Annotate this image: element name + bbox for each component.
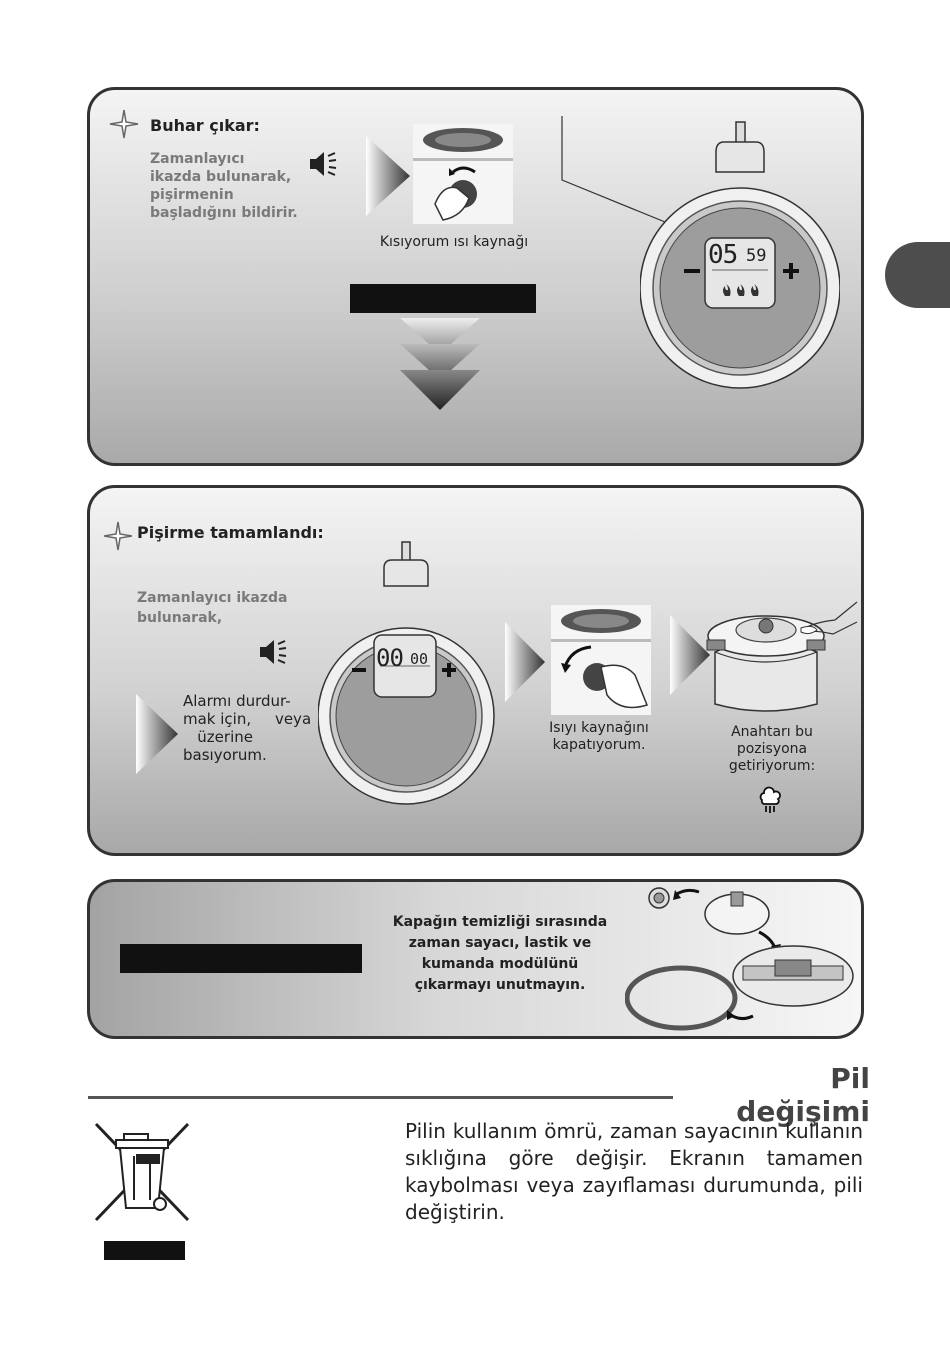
key-position-caption: Anahtarı bu pozisyona getiriyorum: xyxy=(728,724,816,774)
timer-device xyxy=(640,118,840,424)
speaker-icon xyxy=(258,638,288,666)
side-tab xyxy=(885,242,950,308)
sparkle-icon xyxy=(102,520,134,552)
weee-bin-icon xyxy=(92,1120,192,1224)
timer-display-main: 05 xyxy=(708,240,738,270)
stop-alarm-text: Alarmı durdur- mak için, veya üzerine basıyorum. xyxy=(183,692,312,764)
redacted-bar xyxy=(104,1241,185,1260)
sparkle-icon xyxy=(108,108,140,140)
speaker-icon xyxy=(308,150,338,178)
arrow-right-icon xyxy=(505,622,545,702)
heat-off-caption: Isıyı kaynağını kapatıyorum. xyxy=(549,720,649,753)
arrow-right-icon xyxy=(136,694,178,774)
timer-display-small: 59 xyxy=(746,246,767,266)
cleaning-reminder-text: Kapağın temizliği sırasında zaman sayacı, lastik ve kumanda modülünü çıkarmayı unutmayın. xyxy=(392,914,608,993)
lid-parts-illustration xyxy=(625,880,863,1036)
timer-alert-text-2: Zamanlayıcı ikazda bulunarak, xyxy=(137,590,288,626)
timer-display-small-2: 00 xyxy=(410,650,429,668)
arrow-right-icon xyxy=(670,615,710,695)
steam-icon xyxy=(756,786,784,814)
battery-paragraph: Pilin kullanım ömrü, zaman sayacının kullanın sıklığına göre değişir. Ekranın tamamen kaybolması veya zayıflaması durumunda, pili değiştirin. xyxy=(405,1119,863,1224)
section-divider xyxy=(88,1096,673,1099)
timer-alert-text: Zamanlayıcı ikazda bulunarak, pişirmenin başladığını bildirir. xyxy=(150,151,298,221)
timer-device xyxy=(318,538,496,806)
steam-heading: Buhar çıkar: xyxy=(150,116,260,135)
down-arrows-icon xyxy=(398,318,482,412)
heat-down-caption: Kısıyorum ısı kaynağı xyxy=(379,234,529,250)
cooking-done-heading: Pişirme tamamlandı: xyxy=(137,523,324,542)
pressure-cooker-illustration xyxy=(705,600,860,720)
stove-knob-off-illustration xyxy=(551,605,651,715)
arrow-right-icon xyxy=(366,136,410,216)
timer-display-main-2: 00 xyxy=(376,644,403,672)
stove-knob-illustration xyxy=(413,124,513,224)
redacted-bar xyxy=(120,944,362,973)
redacted-bar xyxy=(350,284,536,313)
battery-section-title: Pil değişimi xyxy=(736,1062,870,1128)
